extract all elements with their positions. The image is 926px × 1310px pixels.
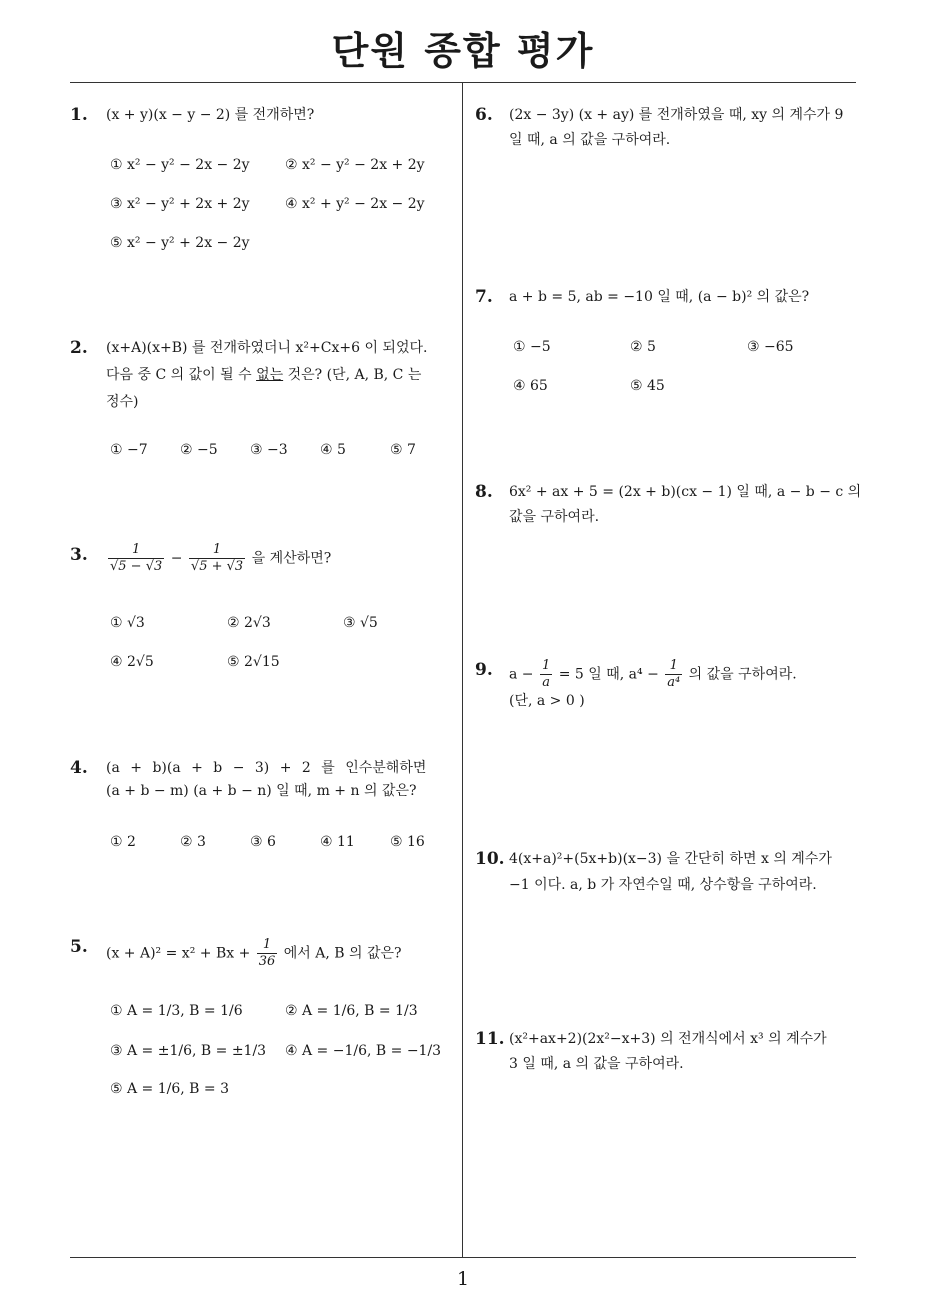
- bottom-divider: [70, 1257, 856, 1258]
- question-text-line-1: (2x − 3y) (x + ay) 를 전개하였을 때, xy 의 계수가 9: [509, 107, 844, 123]
- question-text-line-3: 정수): [106, 394, 139, 410]
- option-5[interactable]: ⑤ A = 1/6, B = 3: [110, 1081, 229, 1097]
- option-3[interactable]: ③ −3: [250, 442, 288, 458]
- question-number: 11.: [475, 1029, 505, 1049]
- question-text-line-2: 다음 중 C 의 값이 될 수 없는 것은? (단, A, B, C 는: [106, 367, 422, 383]
- question-text: (x + A)² = x² + Bx + $\frac{1}{36}$ 에서 A, B 의 값은?: [106, 937, 402, 969]
- question-text-line-2: (a + b − m) (a + b − n) 일 때, m + n 의 값은?: [106, 783, 417, 799]
- option-3[interactable]: ③ √5: [343, 615, 378, 631]
- option-2[interactable]: ② 5: [630, 339, 656, 355]
- option-4[interactable]: ④ 2√5: [110, 654, 154, 670]
- question-text-line-1: (a + b)(a + b − 3) + 2 를 인수분해하면: [106, 760, 427, 776]
- column-divider: [462, 82, 463, 1257]
- question-text: a + b = 5, ab = −10 일 때, (a − b)² 의 값은?: [509, 289, 810, 305]
- option-4[interactable]: ④ 5: [320, 442, 346, 458]
- question-text-line-2: 3 일 때, a 의 값을 구하여라.: [509, 1056, 684, 1072]
- option-1[interactable]: ① −7: [110, 442, 148, 458]
- question-text: a − $\frac{1}{a}$ = 5 일 때, a⁴ − $\frac{1}{\text{a⁴}}$ 의 값을 구하여라.: [509, 658, 797, 690]
- option-2[interactable]: ② A = 1/6, B = 1/3: [285, 1003, 418, 1019]
- option-1[interactable]: ① x² − y² − 2x − 2y: [110, 157, 250, 173]
- question-condition: (단, a > 0 ): [509, 693, 585, 709]
- option-4[interactable]: ④ 65: [513, 378, 548, 394]
- option-2[interactable]: ② 2√3: [227, 615, 271, 631]
- option-5[interactable]: ⑤ 16: [390, 834, 425, 850]
- question-number: 6.: [475, 105, 493, 125]
- question-text-line-1: 4(x+a)²+(5x+b)(x−3) 을 간단히 하면 x 의 계수가: [509, 851, 832, 867]
- option-1[interactable]: ① A = 1/3, B = 1/6: [110, 1003, 243, 1019]
- fraction: $\frac{1}{a}$: [541, 658, 551, 690]
- question-text: $\frac{1}{√5 - √3}$ − $\frac{1}{√5 + √3}$ 을 계산하면?: [110, 542, 332, 574]
- question-number: 2.: [70, 338, 88, 358]
- top-divider: [70, 82, 856, 83]
- fraction: $\frac{1}{√5 + √3}$: [190, 542, 244, 574]
- option-3[interactable]: ③ A = ±1/6, B = ±1/3: [110, 1043, 267, 1059]
- option-1[interactable]: ① −5: [513, 339, 551, 355]
- option-5[interactable]: ⑤ 45: [630, 378, 665, 394]
- option-2[interactable]: ② x² − y² − 2x + 2y: [285, 157, 425, 173]
- question-number: 7.: [475, 287, 493, 307]
- page-number: 1: [456, 1268, 470, 1290]
- question-text-line-1: (x²+ax+2)(2x²−x+3) 의 전개식에서 x³ 의 계수가: [509, 1031, 827, 1047]
- option-1[interactable]: ① √3: [110, 615, 145, 631]
- question-text: (x + y)(x − y − 2) 를 전개하면?: [106, 107, 315, 123]
- emphasis-underline: 없는: [256, 367, 284, 383]
- question-number: 3.: [70, 545, 88, 565]
- option-1[interactable]: ① 2: [110, 834, 136, 850]
- option-4[interactable]: ④ x² + y² − 2x − 2y: [285, 196, 425, 212]
- option-3[interactable]: ③ −65: [747, 339, 794, 355]
- question-number: 1.: [70, 105, 88, 125]
- option-5[interactable]: ⑤ x² − y² + 2x − 2y: [110, 235, 250, 251]
- option-4[interactable]: ④ A = −1/6, B = −1/3: [285, 1043, 442, 1059]
- option-5[interactable]: ⑤ 2√15: [227, 654, 280, 670]
- question-number: 4.: [70, 758, 88, 778]
- option-3[interactable]: ③ 6: [250, 834, 276, 850]
- question-text-line-2: 일 때, a 의 값을 구하여라.: [509, 132, 671, 148]
- question-text-line-1: (x+A)(x+B) 를 전개하였더니 x²+Cx+6 이 되었다.: [106, 340, 428, 356]
- question-text-line-1: 6x² + ax + 5 = (2x + b)(cx − 1) 일 때, a − b − c 의: [509, 484, 862, 500]
- fraction: $\frac{1}{\text{a⁴}}$: [667, 658, 681, 690]
- option-2[interactable]: ② 3: [180, 834, 206, 850]
- option-4[interactable]: ④ 11: [320, 834, 355, 850]
- fraction: $\frac{1}{√5 - √3}$: [110, 542, 163, 574]
- option-2[interactable]: ② −5: [180, 442, 218, 458]
- question-number: 9.: [475, 660, 493, 680]
- option-5[interactable]: ⑤ 7: [390, 442, 416, 458]
- question-number: 10.: [475, 849, 505, 869]
- question-number: 8.: [475, 482, 493, 502]
- question-text-line-2: −1 이다. a, b 가 자연수일 때, 상수항을 구하여라.: [509, 877, 817, 893]
- page-title: 단원 종합 평가: [331, 29, 595, 73]
- question-text-line-2: 값을 구하여라.: [509, 509, 600, 525]
- question-number: 5.: [70, 937, 88, 957]
- option-3[interactable]: ③ x² − y² + 2x + 2y: [110, 196, 250, 212]
- fraction: $\frac{1}{36}$: [258, 937, 276, 969]
